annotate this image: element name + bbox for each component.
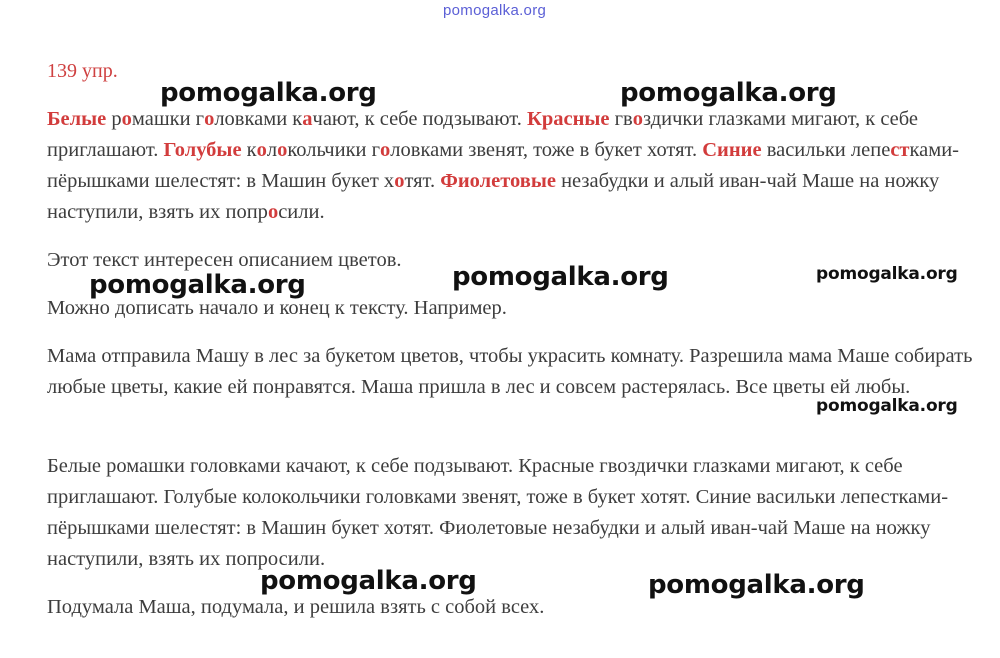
watermark-6: pomogalka.org <box>816 396 958 416</box>
exercise-number: 139 упр. <box>47 60 118 82</box>
watermark-7: pomogalka.org <box>260 566 477 596</box>
watermark-8: pomogalka.org <box>648 570 865 600</box>
word-belye: Белые <box>47 108 107 130</box>
watermark-3: pomogalka.org <box>89 270 306 300</box>
paragraph-comment: Этот текст интересен описанием цветов. <box>47 249 402 271</box>
word-sinie: Синие <box>702 139 762 161</box>
word-fioletovye: Фиолетовые <box>440 170 556 192</box>
paragraph-middle: Белые ромашки головками качают, к себе подзывают. Красные гвоздички глазками мигают, к себе приглашают. Голубые колокольчики головками звенят, тоже в букет хотят. Синие васильки лепестками-пёрышками шелестят: в Машин букет хотят. Фиолетовые незабудки и алый иван-чай Маше на ножку наступили, взять их попросили. <box>47 455 949 570</box>
paragraph-beginning: Мама отправила Машу в лес за букетом цветов, чтобы украсить комнату. Разрешила мама Маше собирать любые цветы, какие ей понравятся. Маша пришла в лес и совсем растерялась. Все цветы ей любы. <box>47 345 973 398</box>
watermark-1: pomogalka.org <box>160 78 377 108</box>
paragraph-highlighted: Белые ромашки головками качают, к себе подзывают. Красные гвоздички глазками мигают, к себе приглашают. Голубые колокольчики головками звенят, тоже в букет хотят. Синие васильки лепестками-пёрышками шелестят: в Машин букет хотят. Фиолетовые незабудки и алый иван-чай Маше на ножку наступили, взять их попросили. <box>47 108 960 223</box>
watermark-5: pomogalka.org <box>816 264 958 284</box>
watermark-4: pomogalka.org <box>452 262 669 292</box>
paragraph-ending: Подумала Маша, подумала, и решила взять с собой всех. <box>47 596 545 618</box>
word-golubye: Голубые <box>163 139 242 161</box>
paragraph-suggestion: Можно дописать начало и конец к тексту. Например. <box>47 297 507 319</box>
site-watermark-top: pomogalka.org <box>443 2 547 19</box>
watermark-2: pomogalka.org <box>620 78 837 108</box>
word-krasnye: Красные <box>526 108 610 130</box>
